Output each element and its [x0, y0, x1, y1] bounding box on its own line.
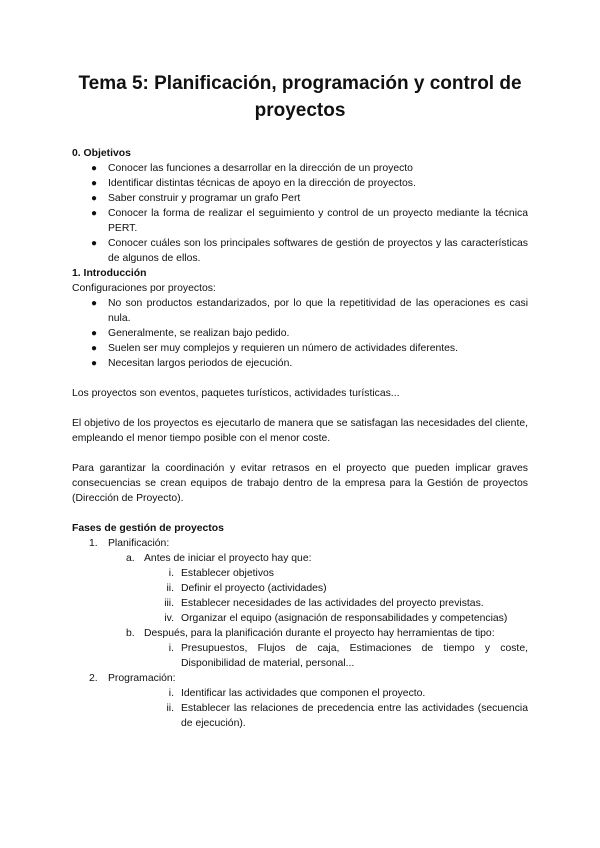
- list-item: ii. Establecer las relaciones de precedencia entre las actividades (secuencia de ejecución).: [72, 701, 528, 731]
- bullet-icon: ●: [90, 298, 98, 309]
- list-item: iii. Establecer necesidades de las actividades del proyecto previstas.: [72, 596, 528, 611]
- list-item-planificacion: 1. Planificación:: [89, 538, 170, 549]
- list-roman: i.: [168, 643, 174, 654]
- bullet-icon: ●: [90, 358, 98, 369]
- list-number: 1.: [89, 538, 98, 549]
- intro-lead: Configuraciones por proyectos:: [72, 283, 216, 294]
- document-body: [72, 146, 528, 731]
- section-heading-introduccion: 1. Introducción: [72, 268, 147, 279]
- list-item: iv. Organizar el equipo (asignación de responsabilidades y competencias): [72, 611, 528, 626]
- bullet-icon: ●: [90, 343, 98, 354]
- list-item: i. Presupuestos, Flujos de caja, Estimaciones de tiempo y coste, Disponibilidad de material, personal...: [72, 641, 528, 671]
- paragraph: Los proyectos son eventos, paquetes turísticos, actividades turísticas...: [72, 388, 400, 399]
- list-roman: i.: [168, 568, 174, 579]
- list-item: ● Identificar distintas técnicas de apoyo en la dirección de proyectos.: [90, 178, 416, 189]
- list-item: i. Establecer objetivos: [72, 566, 528, 581]
- list-item: ● Suelen ser muy complejos y requieren un número de actividades diferentes.: [90, 343, 459, 354]
- list-item: ● No son productos estandarizados, por lo que la repetitividad de las operaciones es casi nula.: [90, 298, 528, 324]
- list-item: ● Conocer cuáles son los principales softwares de gestión de proyectos y las características de algunos de ellos.: [90, 238, 528, 264]
- list-item-programacion: 2. Programación:: [89, 673, 176, 684]
- list-roman: iii.: [164, 598, 174, 609]
- list-item: b. Después, para la planificación durante el proyecto hay herramientas de tipo:: [126, 628, 495, 639]
- list-letter: a.: [126, 553, 135, 564]
- list-item: ● Conocer las funciones a desarrollar en la dirección de un proyecto: [90, 163, 413, 174]
- bullet-icon: ●: [90, 178, 98, 189]
- bullet-icon: ●: [90, 208, 98, 219]
- bullet-icon: ●: [90, 163, 98, 174]
- objetivos-list: [72, 161, 528, 266]
- list-item: ● Saber construir y programar un grafo Pert: [90, 193, 301, 204]
- section-heading-fases: Fases de gestión de proyectos: [72, 523, 224, 534]
- list-item: ● Conocer la forma de realizar el seguimiento y control de un proyecto mediante la técnica PERT.: [90, 208, 528, 234]
- list-roman: i.: [168, 688, 174, 699]
- configuraciones-list: [72, 296, 528, 371]
- list-item: ● Generalmente, se realizan bajo pedido.: [90, 328, 290, 339]
- list-item: ii. Definir el proyecto (actividades): [72, 581, 528, 596]
- list-letter: b.: [126, 628, 135, 639]
- list-number: 2.: [89, 673, 98, 684]
- list-roman: ii.: [166, 583, 174, 594]
- list-roman: iv.: [164, 613, 174, 624]
- bullet-icon: ●: [90, 328, 98, 339]
- bullet-icon: ●: [90, 238, 98, 249]
- list-item: a. Antes de iniciar el proyecto hay que:: [126, 553, 312, 564]
- bullet-icon: ●: [90, 193, 98, 204]
- list-item: ● Necesitan largos periodos de ejecución.: [90, 358, 293, 369]
- paragraph: Para garantizar la coordinación y evitar retrasos en el proyecto que pueden implicar graves consecuencias se crean equipos de trabajo dentro de la empresa para la Gestión de proyectos (Dirección de Proyecto).: [72, 463, 528, 504]
- list-roman: ii.: [166, 703, 174, 714]
- list-item: i. Identificar las actividades que componen el proyecto.: [72, 686, 528, 701]
- section-heading-objetivos: 0. Objetivos: [72, 148, 131, 159]
- paragraph: El objetivo de los proyectos es ejecutarlo de manera que se satisfagan las necesidades del cliente, empleando el menor tiempo posible con el menor coste.: [72, 418, 528, 444]
- page-title: Tema 5: Planificación, programación y control de proyectos: [78, 73, 522, 121]
